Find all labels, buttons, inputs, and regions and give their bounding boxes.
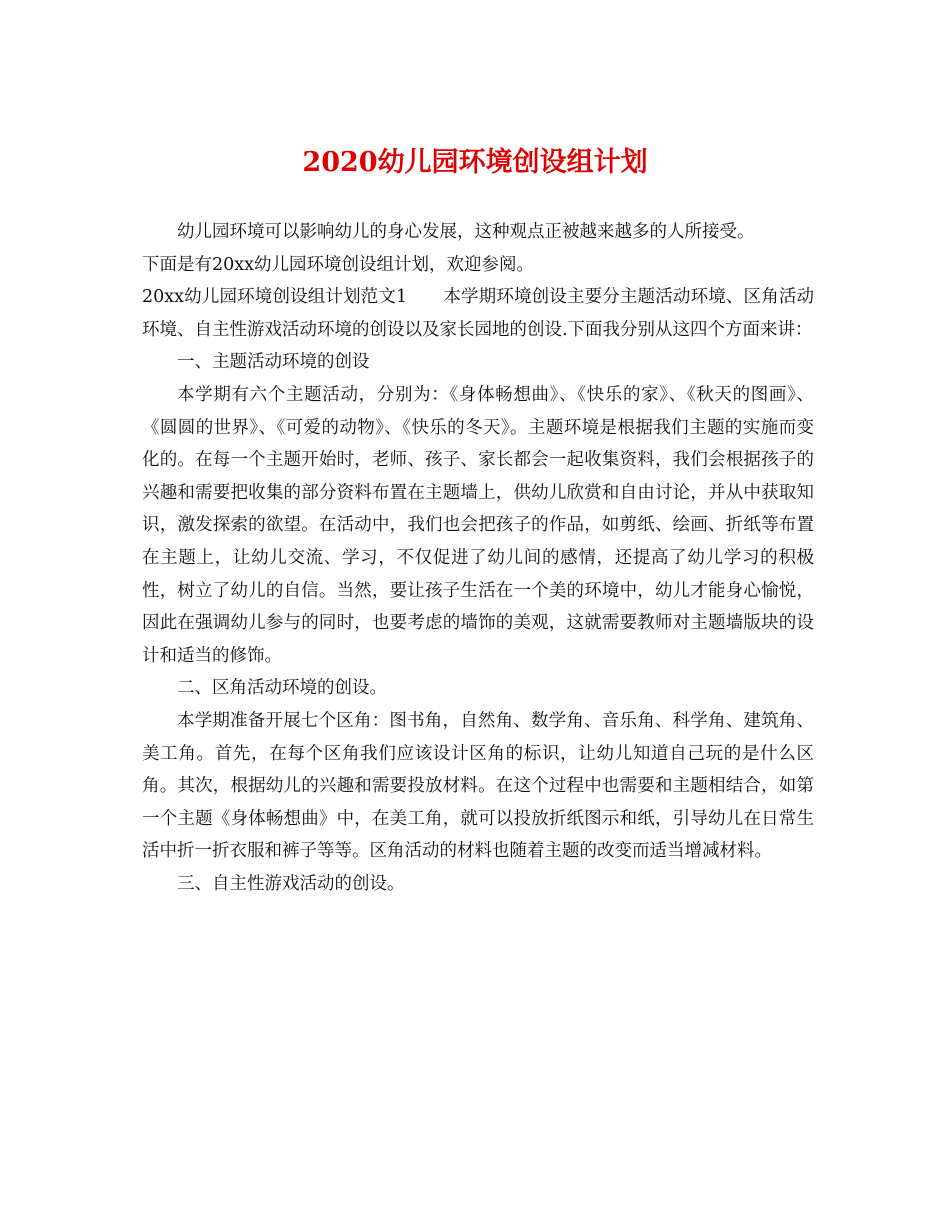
intro-paragraph-continued: 下面是有20xx幼儿园环境创设组计划，欢迎参阅。 (142, 254, 535, 275)
document-body (142, 216, 814, 900)
sample-heading: 20xx幼儿园环境创设组计划范文1 (142, 287, 408, 308)
section-heading-3: 三、自主性游戏活动的创设。 (177, 873, 405, 894)
section-body-1: 本学期有六个主题活动，分别为：《身体畅想曲》、《快乐的家》、《秋天的图画》、《圆圆的世界》、《可爱的动物》、《快乐的冬天》。主题环境是根据我们主题的实施而变化的。在每一个主题开始时，老师、孩子、家长都会一起收集资料，我们会根据孩子的兴趣和需要把收集的部分资料布置在主题墙上，供幼儿欣赏和自由讨论，并从中获取知识，激发探索的欲望。在活动中，我们也会把孩子的作品，如剪纸、绘画、折纸等布置在主题上，让幼儿交流、学习，不仅促进了幼儿间的感情，还提高了幼儿学习的积极性，树立了幼儿的自信。当然，要让孩子生活在一个美的环境中，幼儿才能身心愉悦，因此在强调幼儿参与的同时，也要考虑的墙饰的美观，这就需要教师对主题墙版块的设计和适当的修饰。 (142, 384, 814, 666)
document-title: 2020幼儿园环境创设组计划 (302, 147, 648, 178)
intro-paragraph (142, 216, 814, 249)
section-body-2: 本学期准备开展七个区角：图书角，自然角、数学角、音乐角、科学角、建筑角、美工角。首先，在每个区角我们应该设计区角的标识，让幼儿知道自己玩的是什么区角。其次，根据幼儿的兴趣和需要投放材料。在这个过程中也需要和主题相结合，如第一个主题《身体畅想曲》中，在美工角，就可以投放折纸图示和纸，引导幼儿在日常生活中折一折衣服和裤子等等。区角活动的材料也随着主题的改变而适当增减材料。 (142, 710, 814, 862)
section-heading-1: 一、主题活动环境的创设 (177, 352, 370, 373)
sample-lead: 本学期环境创设主要分主题活动环境、区角活动环境、自主性游戏活动环境的创设以及家长园地的创设.下面我分别从这四个方面来讲： (142, 287, 815, 340)
intro-text: 幼儿园环境可以影响幼儿的身心发展，这种观点正被越来越多的人所接受。 (177, 222, 755, 242)
section-heading-2: 二、区角活动环境的创设。 (177, 678, 387, 699)
sample-paragraph (142, 281, 814, 346)
